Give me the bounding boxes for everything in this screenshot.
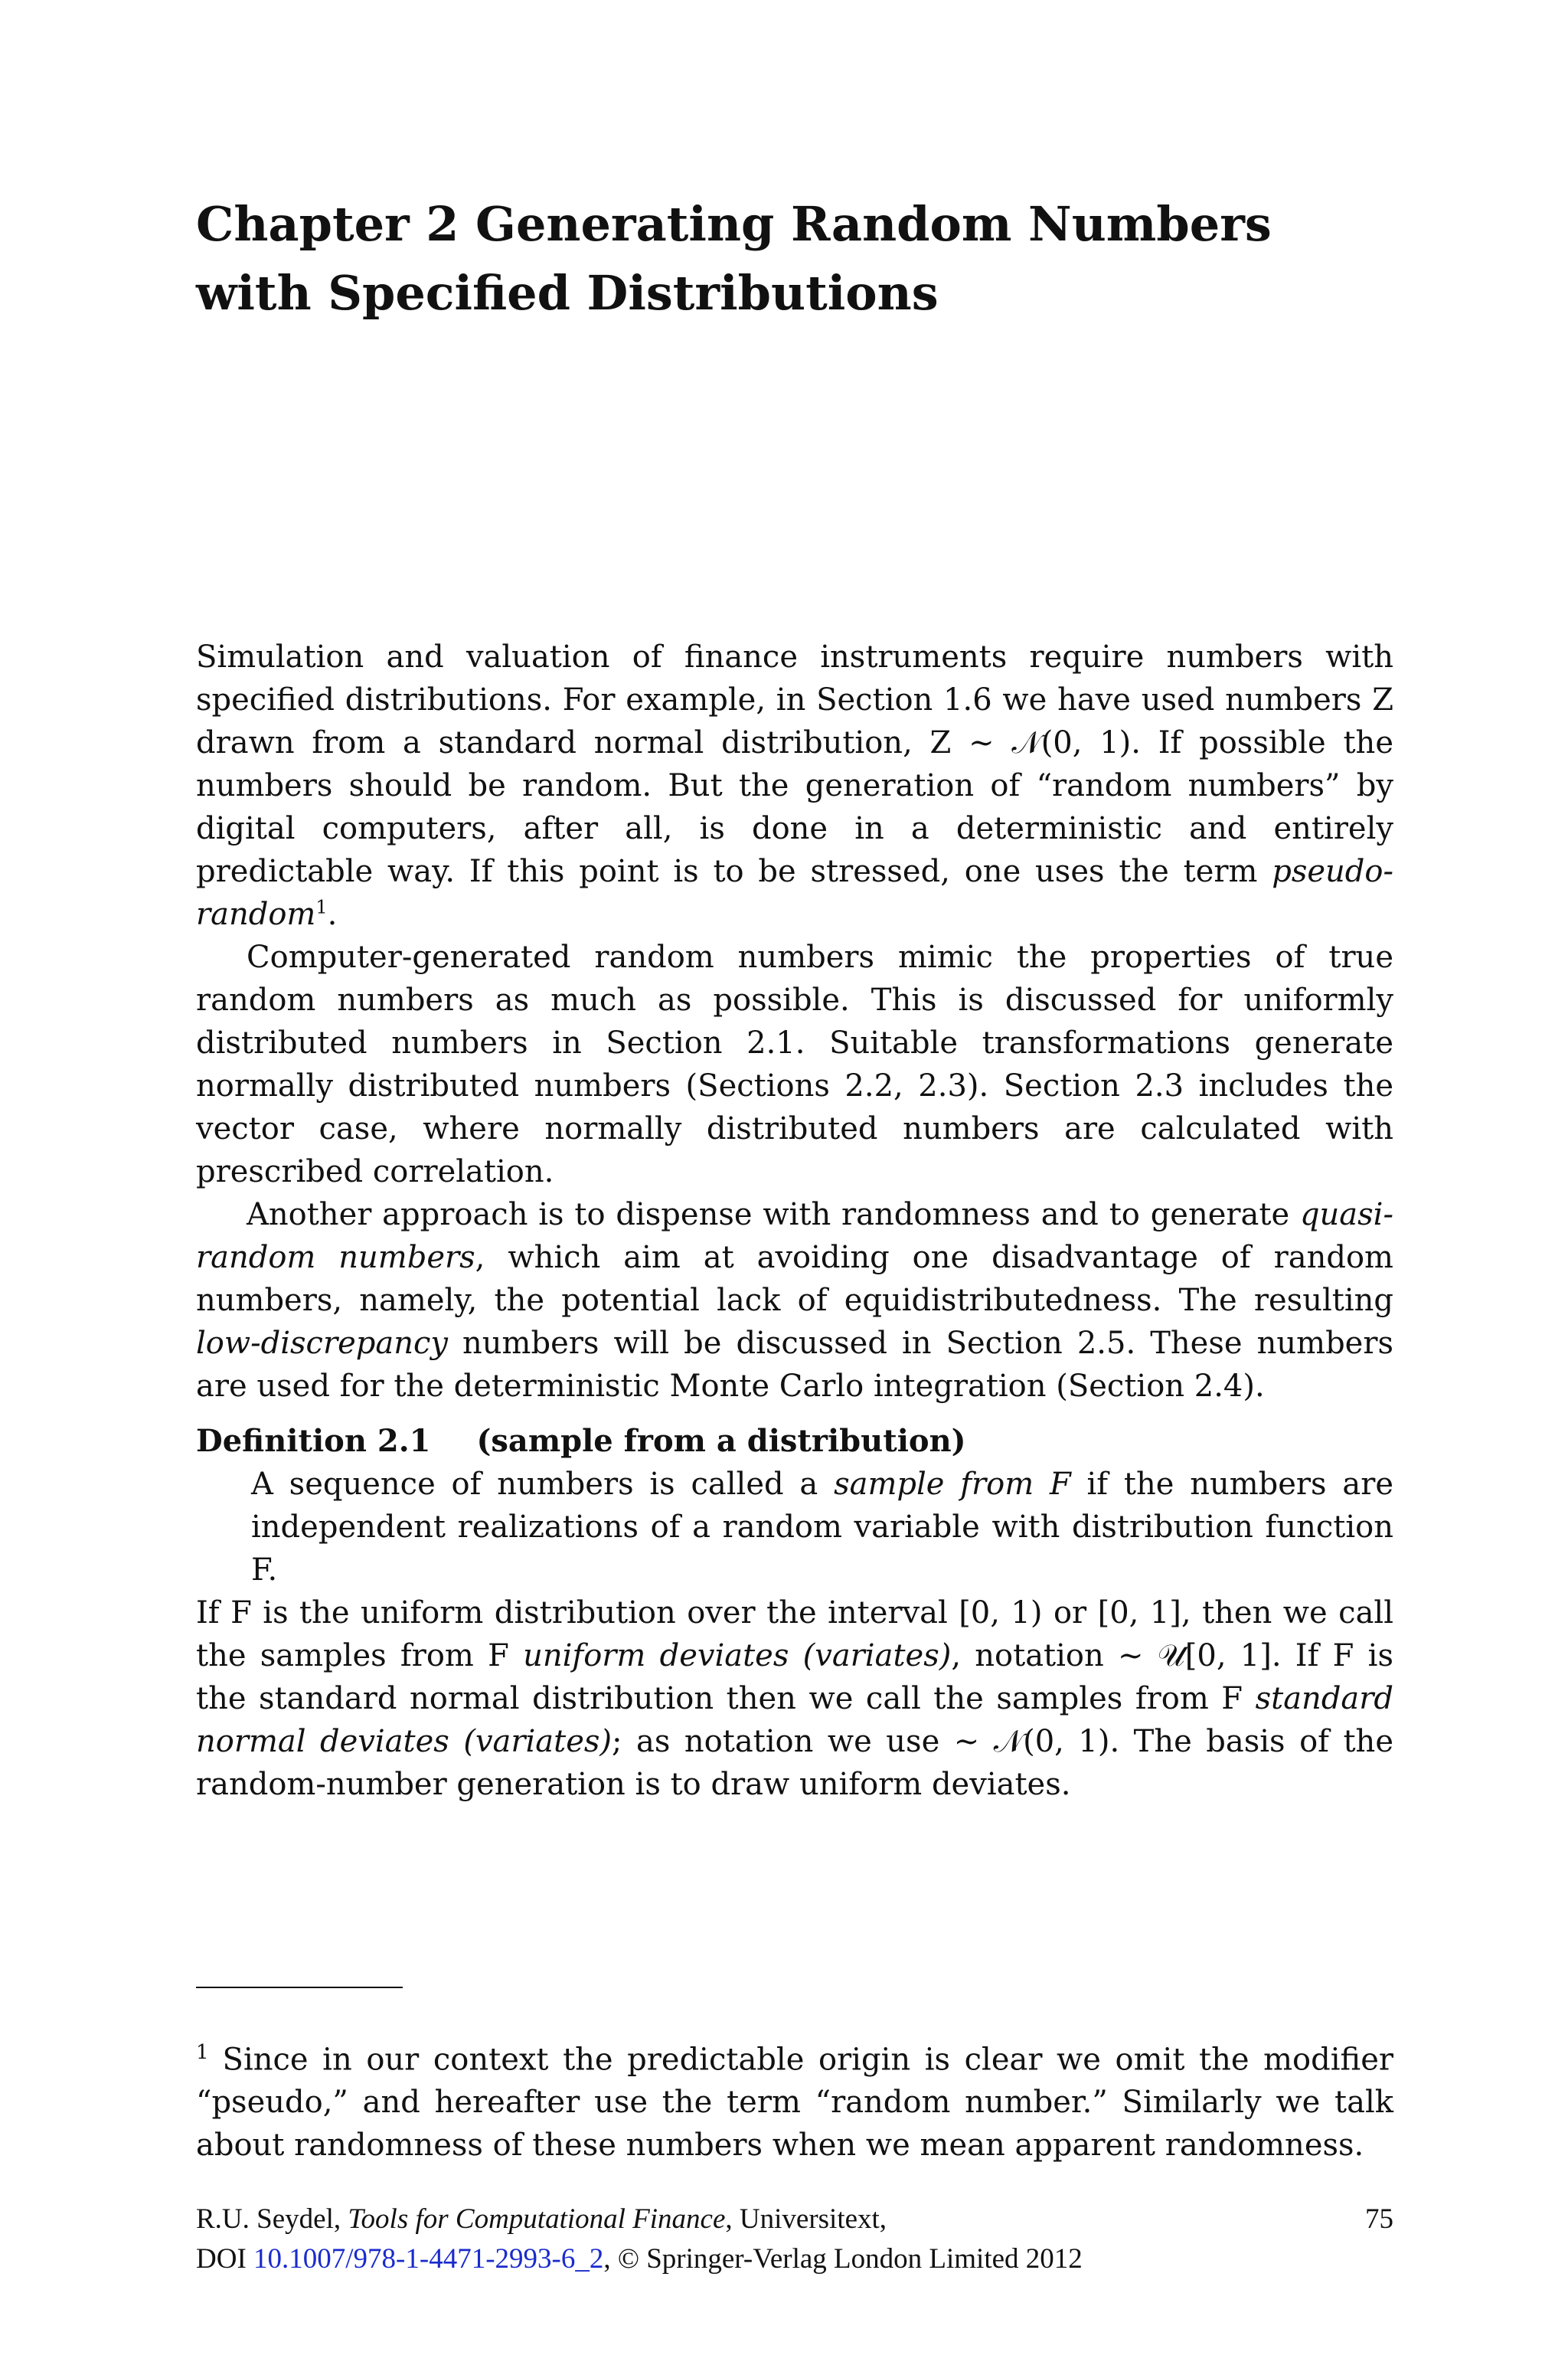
paragraph-3 (196, 1193, 1393, 1408)
term-uniform-deviates: uniform deviates (variates) (523, 1638, 952, 1673)
footnote-number: 1 (196, 2041, 209, 2064)
definition-text (196, 1463, 1393, 1591)
definition-title: (sample from a distribution) (476, 1423, 966, 1459)
definition-text-b: if the numbers are independent realizations of a random variable with distribution function F. (251, 1467, 1394, 1588)
paragraph-1-end: . (327, 897, 338, 932)
footer-author: R.U. Seydel, (196, 2203, 348, 2235)
chapter-title-line-2: with Specified Distributions (196, 265, 939, 321)
footer-doi-label: DOI (196, 2243, 254, 2275)
paragraph-4-text-b: , notation ∼ 𝒰[0, 1]. If F is the standard normal distribution then we call the samples from F (196, 1638, 1393, 1716)
footer-series: , Universitext, (725, 2203, 887, 2235)
chapter-title-line-1: Chapter 2 Generating Random Numbers (196, 196, 1272, 252)
paragraph-4 (196, 1591, 1393, 1806)
doi-link[interactable]: 10.1007/978-1-4471-2993-6_2 (253, 2243, 604, 2275)
page-footer (196, 2200, 1393, 2279)
chapter-body (196, 636, 1393, 1806)
chapter-title (196, 190, 1421, 328)
term-quasi-random: quasi-random numbers (196, 1197, 1393, 1275)
paragraph-3-text-c: numbers will be discussed in Section 2.5. These numbers are used for the deterministic Monte Carlo integration (Section 2.4). (196, 1326, 1393, 1404)
footnote-reference[interactable]: 1 (315, 896, 328, 918)
paragraph-1-text: Simulation and valuation of finance instruments require numbers with specified distributions. For example, in Section 1.6 we have used numbers Z drawn from a standard normal distribution, Z ∼ 𝒩(0, 1). If possible the numbers should be random. But the generation of “random numbers” by digital computers, after all, is done in a deterministic and entirely predictable way. If this point is to be stressed, one uses the term (196, 639, 1393, 889)
definition-text-a: A sequence of numbers is called a (251, 1467, 835, 1502)
footer-copyright: , © Springer-Verlag London Limited 2012 (603, 2243, 1083, 2275)
footer-doi-line (196, 2239, 1393, 2279)
footnote (196, 2031, 1393, 2167)
paragraph-1 (196, 636, 1393, 936)
footer-book-title: Tools for Computational Finance (348, 2203, 726, 2235)
paragraph-4-text-c: ; as notation we use ∼ 𝒩(0, 1). The basis of the random-number generation is to draw uniform deviates. (196, 1724, 1393, 1802)
footer-citation-line (196, 2200, 1393, 2239)
definition-block (196, 1420, 1393, 1591)
page-number: 75 (1365, 2203, 1393, 2235)
footnote-divider (196, 1987, 403, 1988)
term-pseudo-random: pseudo-random (196, 854, 1393, 932)
paragraph-4-text-a: If F is the uniform distribution over the interval [0, 1) or [0, 1], then we call the samples from F (196, 1595, 1393, 1673)
term-low-discrepancy: low-discrepancy (196, 1326, 448, 1361)
term-sample-from-f: sample from F (834, 1467, 1071, 1502)
paragraph-3-text-b: , which aim at avoiding one disadvantage of random numbers, namely, the potential lack of equidistributedness. The resulting (196, 1240, 1393, 1318)
footnote-text: Since in our context the predictable origin is clear we omit the modifier “pseudo,” and hereafter use the term “random number.” Similarly we talk about randomness of these numbers when we mean apparent randomness. (196, 2042, 1393, 2164)
term-standard-normal-deviates: standard normal deviates (variates) (196, 1681, 1393, 1759)
definition-label: Definition 2.1 (196, 1423, 431, 1459)
definition-heading (196, 1420, 1393, 1463)
paragraph-2: Computer-generated random numbers mimic the properties of true random numbers as much as possible. This is discussed for uniformly distributed numbers in Section 2.1. Suitable transformations generate normally distributed numbers (Sections 2.2, 2.3). Section 2.3 includes the vector case, where normally distributed numbers are calculated with prescribed correlation. (196, 940, 1393, 1189)
paragraph-3-text-a: Another approach is to dispense with randomness and to generate (247, 1197, 1300, 1232)
